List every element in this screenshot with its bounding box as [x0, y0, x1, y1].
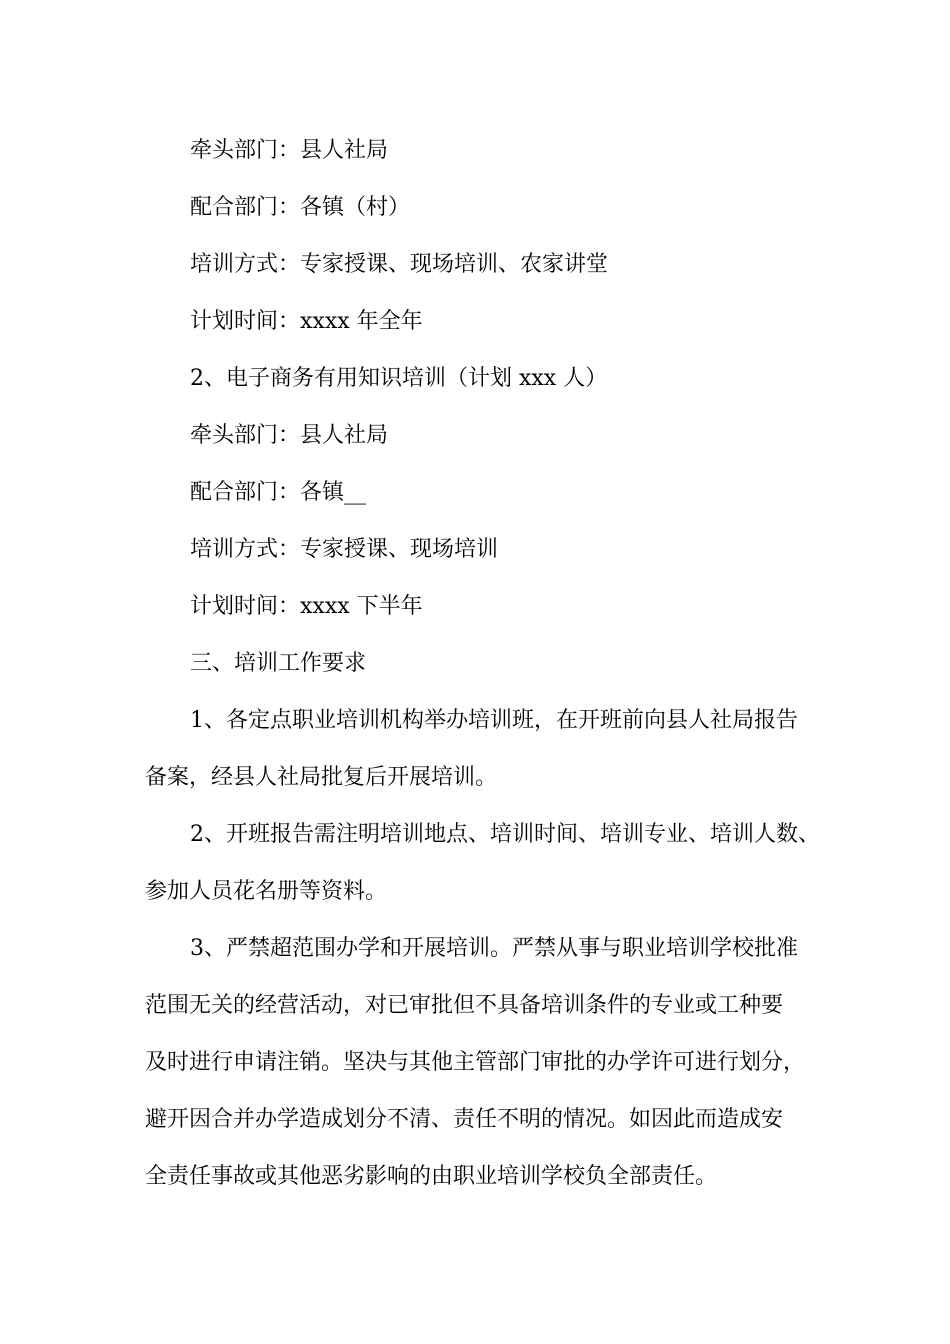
section-heading-requirements: 三、培训工作要求 — [190, 651, 367, 676]
training-method-line-2: 培训方式：专家授课、现场培训 — [190, 537, 499, 562]
cooperating-department-line-2: 配合部门：各镇__ — [190, 480, 367, 505]
paragraph-3-line-4: 避开因合并办学造成划分不清、责任不明的情况。如因此而造成安 — [145, 1107, 784, 1132]
cooperating-department-line-1: 配合部门：各镇（村） — [190, 195, 411, 220]
section-item-ecommerce-heading: 2、电子商务有用知识培训（计划 xxx 人） — [190, 366, 608, 391]
paragraph-1-line-2: 备案，经县人社局批复后开展培训。 — [145, 765, 498, 790]
paragraph-3-line-1: 3、严禁超范围办学和开展培训。严禁从事与职业培训学校批准 — [190, 936, 798, 961]
training-method-line-1: 培训方式：专家授课、现场培训、农家讲堂 — [190, 252, 609, 277]
paragraph-2-line-1: 2、开班报告需注明培训地点、培训时间、培训专业、培训人数、 — [190, 822, 820, 847]
paragraph-2-line-2: 参加人员花名册等资料。 — [145, 879, 388, 904]
lead-department-line-2: 牵头部门：县人社局 — [190, 423, 389, 448]
plan-time-line-1: 计划时间：xxxx 年全年 — [190, 309, 423, 334]
paragraph-3-line-5: 全责任事故或其他恶劣影响的由职业培训学校负全部责任。 — [145, 1164, 718, 1189]
plan-time-line-2: 计划时间：xxxx 下半年 — [190, 594, 423, 619]
lead-department-line-1: 牵头部门：县人社局 — [190, 138, 389, 163]
paragraph-3-line-3: 及时进行申请注销。坚决与其他主管部门审批的办学许可进行划分， — [145, 1050, 806, 1075]
paragraph-3-line-2: 范围无关的经营活动，对已审批但不具备培训条件的专业或工种要 — [145, 993, 784, 1018]
paragraph-1-line-1: 1、各定点职业培训机构举办培训班，在开班前向县人社局报告 — [190, 708, 798, 733]
